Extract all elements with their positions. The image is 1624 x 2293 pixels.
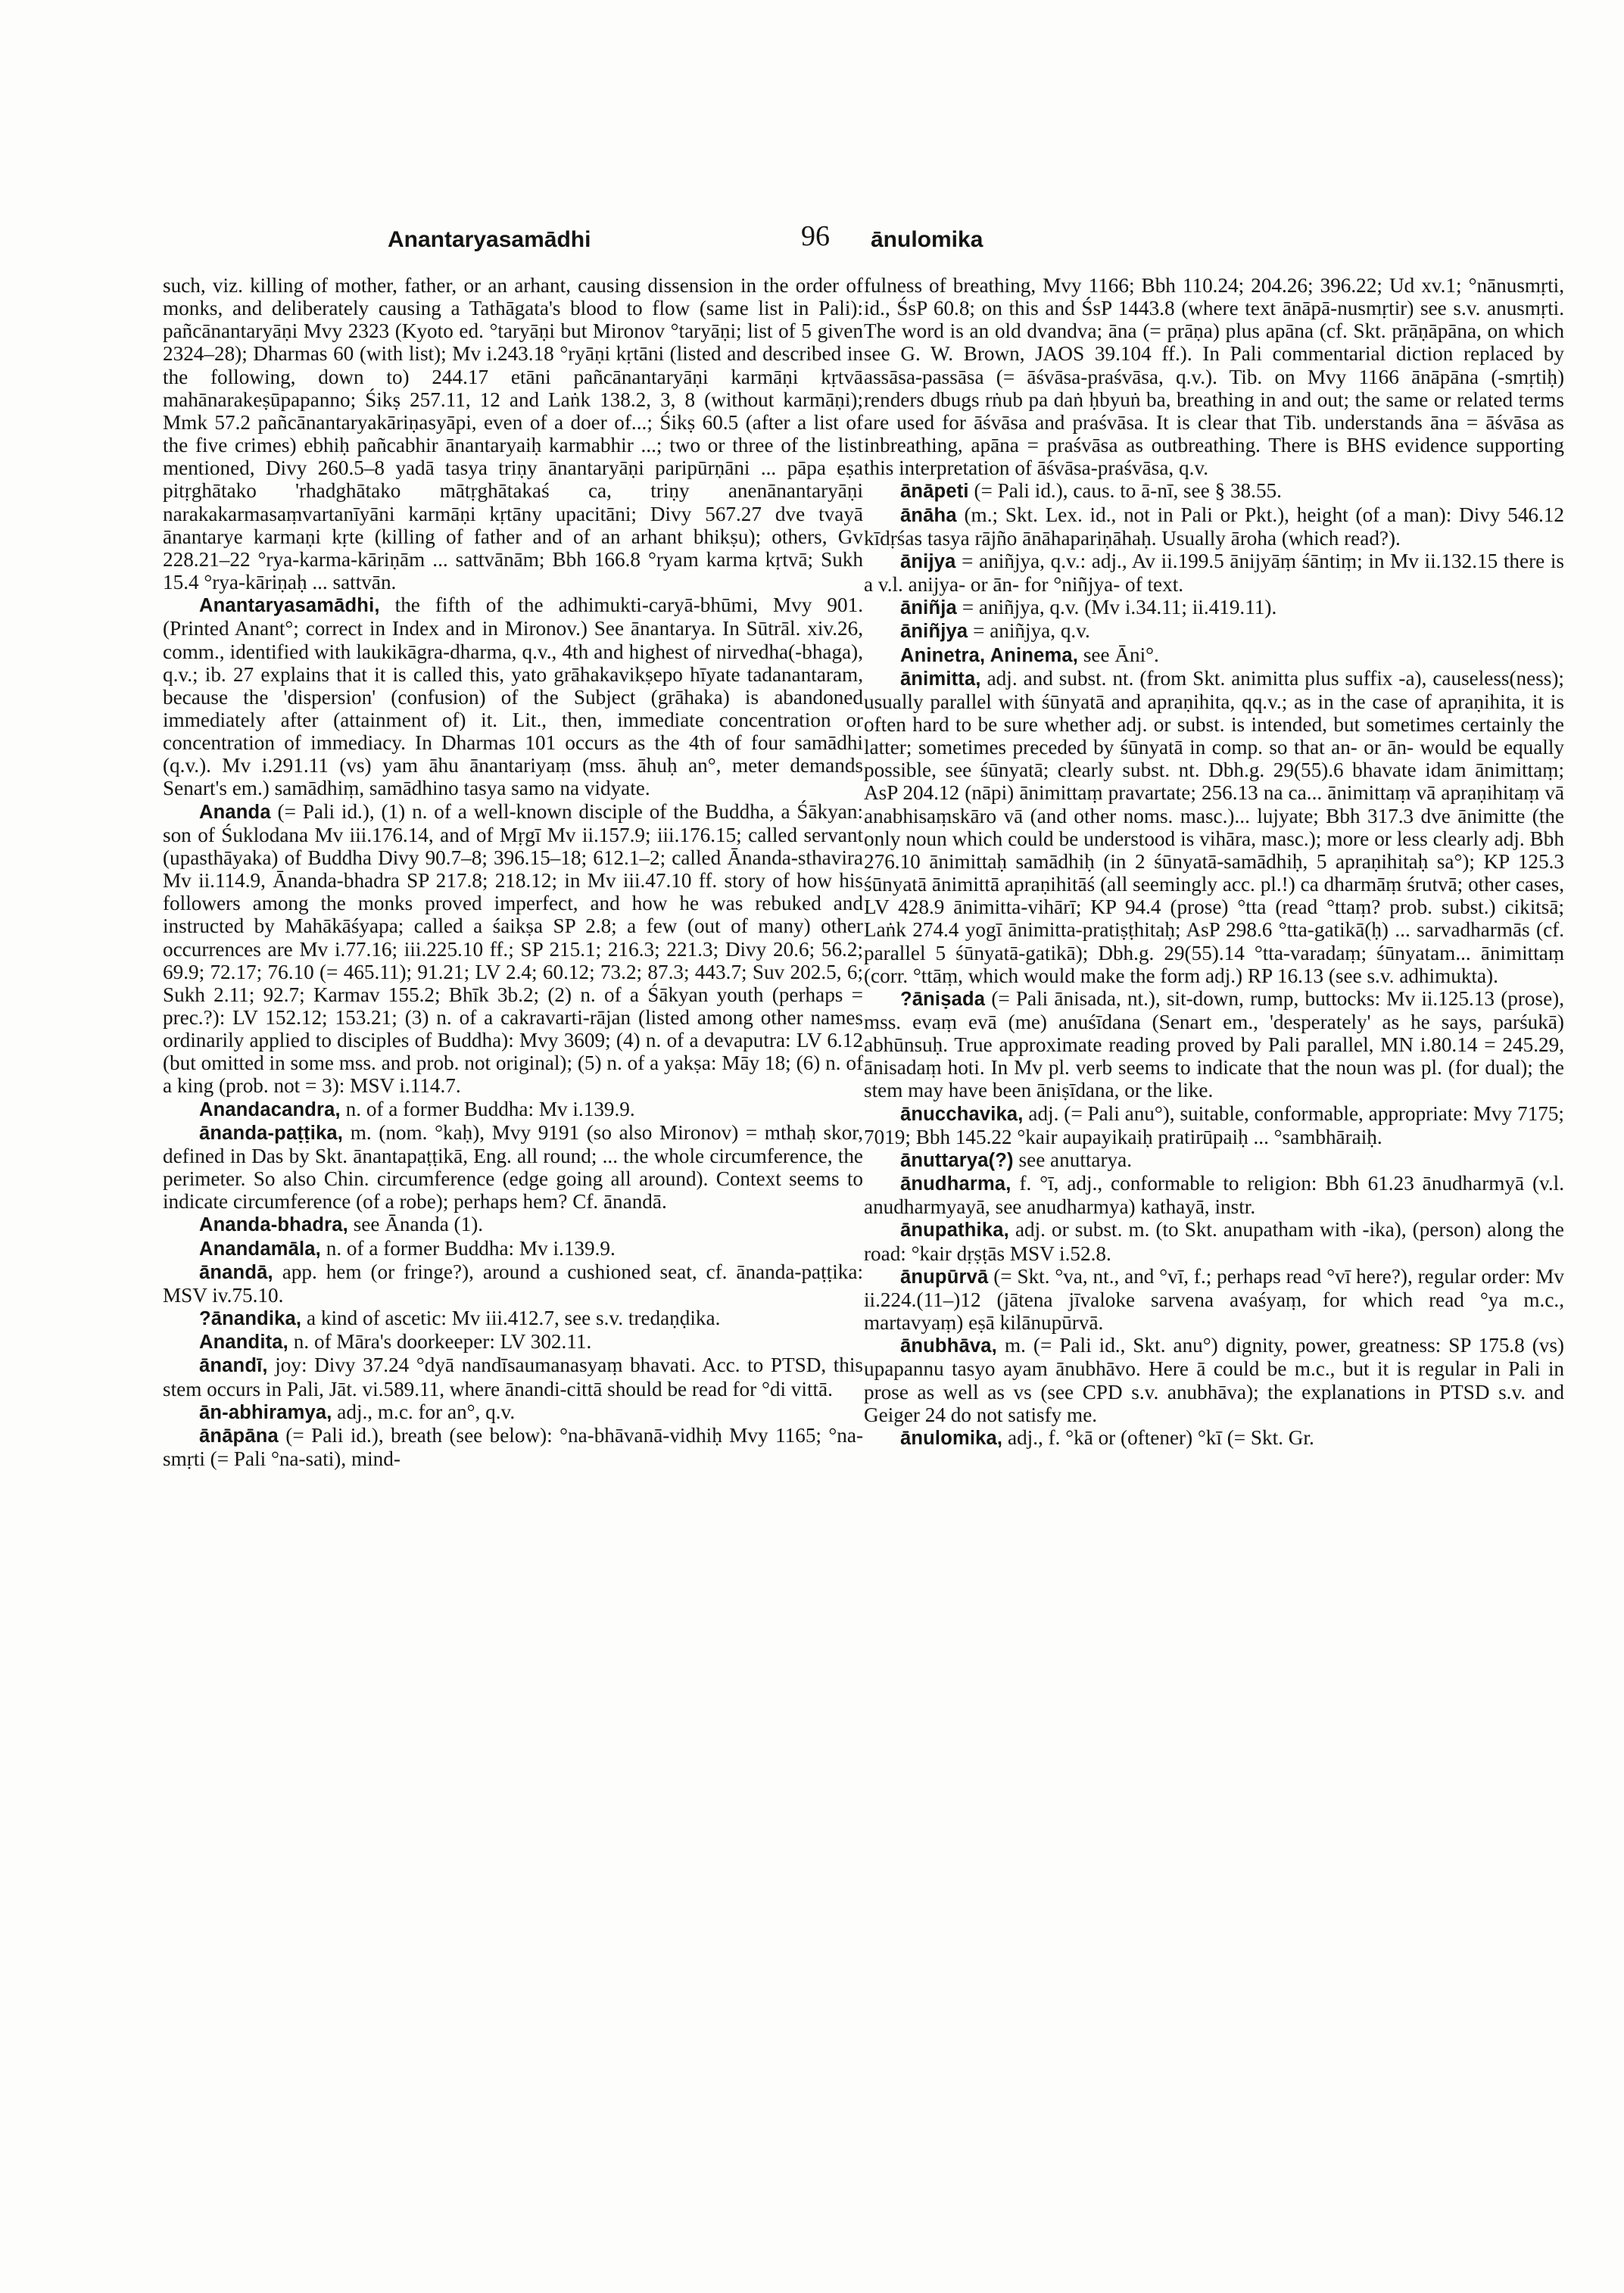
entry-text: see Āni°. <box>1078 643 1159 666</box>
entry-text: the fifth of the adhimukti-caryā-bhūmi, Mvy 901. (Printed Anant°; correct in Index and in Mironov.) See ānantarya. In Sūtrāl. xiv.26, comm., identified with laukikāgra-dharma, q.v., 4th and highest of nirvedha(-bhaga), q.v.; ib. 27 explains that it is called this, yato grāhakavikṣepo hīyate tadanantaram, because the 'dispersion' (confusion) of the Subject (grāhaka) is abandoned immediately after (attainment of) it. Lit., then, immediate concentration or concentration of immediacy. In Dharmas 101 occurs as the 4th of four samādhi (q.v.). Mv i.291.11 (vs) yam āhu ānantariyaṃ (mss. āhuḥ an°, meter demands Senart's em.) samādhiṃ, samādhino tasya samo na vidyate. <box>163 594 863 800</box>
dictionary-entry <box>864 1148 1564 1172</box>
entry-headword: ?ānandika, <box>199 1308 302 1330</box>
entry-headword: ?āniṣada <box>900 988 986 1010</box>
entry-text: = aniñjya, q.v. <box>968 619 1090 643</box>
right-column <box>864 274 1564 1450</box>
entry-text: n. of Māra's doorkeeper: LV 302.11. <box>288 1330 592 1354</box>
entry-text: = aniñjya, q.v. (Mv i.34.11; ii.419.11). <box>956 596 1277 619</box>
entry-text: joy: Divy 37.24 °dyā nandīsaumanasyaṃ bhavati. Acc. to PTSD, this stem occurs in Pali, Jāt. vi.589.11, where ānandi-cittā should be read for °di vittā. <box>163 1354 863 1400</box>
entry-headword: ānāha <box>900 504 957 526</box>
entry-text: m. (= Pali id., Skt. anu°) dignity, power, greatness: SP 175.8 (vs) upapannu tasyo ayam ānubhāvo. Here ā could be m.c., but it is regular in Pali in prose as well as vs (see CPD s.v. anubhāva); the explanations in PTSD s.v. and Geiger 24 do not satisfy me. <box>864 1334 1564 1426</box>
dictionary-entry <box>864 596 1564 619</box>
entry-text: such, viz. killing of mother, father, or an arhant, causing dissension in the order of monks, and deliberately causing a Tathāgata's blood to flow (same list in Pali): pañcānantaryāṇi Mvy 2323 (Kyoto ed. °taryāṇi but Mironov °taryāṇi; list of 5 given 2324–28); Dharmas 60 (with list); Mv i.243.18 °ryāṇi kṛtāni (listed and described in the following, down to) 244.17 etāni pañcānantaryāṇi karmāṇi kṛtvā mahānarakeṣūpapanno; Śikṣ 257.11, 12 and Laṅk 138.2, 3, 8 (without karmāṇi); Mmk 57.2 pañcānantaryakāriṇasyāpi, even of a doer of...; Śikṣ 60.5 (after a list of the five crimes) ebhiḥ pañcabhir ānantaryaiḥ karmabhir ...; two or three of the list mentioned, Divy 260.5–8 yadā tasya triṇy ānantaryāṇi paripūrṇāni ... pāpa eṣa pitṛghātako 'rhadghātako mātṛghātakaś ca, triṇy anenānantaryāṇi narakakarmasaṃvartanīyāni karmāṇi kṛtāny upacitāni; Divy 567.27 dve tvayā ānantarye karmaṇi kṛte (killing of father and of an arhant bhikṣu); others, Gv 228.21–22 °rya-karma-kāriṇām ... sattvānām; Bbh 166.8 °ryam karma kṛtvā; Sukh 15.4 °rya-kāriṇaḥ ... sattvān. <box>163 274 863 594</box>
entry-headword: Ananda-bhadra, <box>199 1214 348 1236</box>
entry-headword: ānubhāva, <box>900 1335 997 1357</box>
entry-text: adj. or subst. m. (to Skt. anupatham with -ika), (person) along the road: °kair dṛṣṭās MSV i.52.8. <box>864 1218 1564 1265</box>
dictionary-entry <box>864 1334 1564 1426</box>
dictionary-entry <box>864 619 1564 643</box>
entry-headword: Anandacandra, <box>199 1098 341 1120</box>
dictionary-entry <box>163 594 863 799</box>
page-number: 96 <box>801 220 830 252</box>
entry-text: adj., m.c. for an°, q.v. <box>332 1400 516 1423</box>
entry-text: a kind of ascetic: Mv iii.412.7, see s.v. tredaṇḍika. <box>301 1307 721 1330</box>
entry-text: see Ānanda (1). <box>348 1213 484 1236</box>
dictionary-entry <box>163 1213 863 1236</box>
dictionary-entry <box>864 1426 1564 1450</box>
entry-text: m. (nom. °kaḥ), Mvy 9191 (so also Mironov) = mthaḥ skor, defined in Das by Skt. ānantapaṭṭikā, Eng. all round; ... the whole circumference, the perimeter. So also Chin. circumference (edge going all around). Context seems to indicate circumference (of a robe); perhaps hem? Cf. ānandā. <box>163 1120 863 1213</box>
dictionary-entry <box>163 1307 863 1330</box>
entry-headword: āniñja <box>900 597 957 619</box>
entry-headword: āniñjya <box>900 621 968 643</box>
entry-headword: ānupathika, <box>900 1220 1009 1242</box>
dictionary-entry <box>864 643 1564 667</box>
entry-text: f. °ī, adj., conformable to religion: Bbh 61.23 ānudharmyā (v.l. anudharmyayā, see anudharmya) kathayā, instr. <box>864 1172 1564 1219</box>
entry-text: (m.; Skt. Lex. id., not in Pali or Pkt.), height (of a man): Divy 546.12 kīdṛśas tasya rājño ānāhapariṇāhaḥ. Usually āroha (which read?). <box>864 503 1564 550</box>
dictionary-entry <box>864 1265 1564 1334</box>
dictionary-entry <box>163 1400 863 1424</box>
entry-text: n. of a former Buddha: Mv i.139.9. <box>320 1236 616 1260</box>
entry-headword: ānandā, <box>199 1261 273 1283</box>
dictionary-entry <box>864 503 1564 550</box>
entry-text: adj. (= Pali anu°), suitable, conformable, appropriate: Mvy 7175; 7019; Bbh 145.22 °kair aupayikaiḥ pratirūpaiḥ ... °sambhāraiḥ. <box>864 1101 1564 1148</box>
entry-text: adj. and subst. nt. (from Skt. animitta plus suffix -a), causeless(ness); usually parallel with śūnyatā and apraṇihita, qq.v.; as in the case of apraṇihita, it is often hard to be sure whether adj. or subst. is intended, but sometimes certainly the latter; sometimes preceded by śūnyatā in comp. so that an- or ān- would be equally possible, see śūnyatā; clearly subst. nt. Dbh.g. 29(55).6 bhavate idam ānimittaṃ; AsP 204.12 (nāpi) ānimittaṃ pravartate; 256.13 na ca... ānimittaṃ vā apraṇihitaṃ vā anabhisaṃskāro vā (and other noms. masc.)... lujyate; Bbh 317.3 dve ānimitte (the only noun which could be understood is vihāra, masc.); more or less clearly adj. Bbh 276.10 ānimittaḥ samādhiḥ (in 2 śūnyatā-samādhiḥ, 5 apraṇihitaḥ sa°); KP 125.3 śūnyatā ānimittā apraṇihitāś (all seemingly acc. pl.!) ca dharmāṃ śrutvā; other cases, LV 428.9 ānimitta-vihārī; KP 94.4 (prose) °tta (read °ttaṃ? prob. subst.) cikitsā; Laṅk 274.4 yogī ānimitta-pratiṣṭhitaḥ; AsP 298.6 °tta-gatikā(ḥ) ... sarvadharmās (cf. parallel 5 śūnyatā-gatikā); Dbh.g. 29(55).14 °tta-varadaṃ; śūnyatam... ānimittaṃ (corr. °ttāṃ, which would make the form adj.) RP 16.13 (see s.v. adhimukta). <box>864 666 1564 987</box>
dictionary-entry <box>864 1172 1564 1218</box>
dictionary-entry <box>864 479 1564 503</box>
running-header-left: Anantaryasamādhi <box>388 227 591 252</box>
dictionary-entry <box>864 1102 1564 1148</box>
entry-text: app. hem (or fringe?), around a cushioned seat, cf. ānanda-paṭṭika: MSV iv.75.10. <box>163 1260 863 1307</box>
entry-headword: Ananda <box>199 801 271 823</box>
entry-headword: ānāpeti <box>900 481 969 503</box>
dictionary-entry <box>163 800 863 1098</box>
entry-headword: ānulomika, <box>900 1427 1003 1449</box>
entry-text: see anuttarya. <box>1013 1148 1132 1171</box>
dictionary-entry <box>864 1218 1564 1264</box>
entry-headword: ānudharma, <box>900 1173 1011 1195</box>
dictionary-entry <box>163 1121 863 1213</box>
dictionary-entry <box>163 1424 863 1470</box>
entry-headword: Anandamāla, <box>199 1238 321 1260</box>
entry-text: (= Pali id.), breath (see below): °na-bhāvanā-vidhiḥ Mvy 1165; °na-smṛti (= Pali °na-sati), mind- <box>163 1423 863 1470</box>
left-column <box>163 274 863 1470</box>
entry-headword: ānucchavika, <box>900 1103 1024 1125</box>
dictionary-entry <box>163 1330 863 1354</box>
dictionary-entry <box>864 550 1564 596</box>
entry-text: (= Pali id.), (1) n. of a well-known disciple of the Buddha, a Śākyan: son of Śuklodana Mv iii.176.14, and of Mṛgī Mv ii.157.9; iii.176.15; called servant (upasthāyaka) of Buddha Divy 90.7–8; 396.15–18; 612.1–2; called Ānanda-sthavira Mv ii.114.9, Ānanda-bhadra SP 217.8; 218.12; in Mv iii.47.10 ff. story of how his followers among the monks proved imperfect, and how he was rebuked and instructed by Mahākāśyapa; called a śaikṣa SP 2.8; a few (out of many) other occurrences are Mv i.77.16; iii.225.10 ff.; SP 215.1; 216.3; 221.3; Divy 20.6; 56.2; 69.9; 72.17; 76.10 (= 465.11); 91.21; LV 2.4; 60.12; 73.2; 87.3; 443.7; Suv 202.5, 6; Sukh 2.11; 92.7; Karmav 155.2; Bhīk 3b.2; (2) n. of a Śākyan youth (perhaps = prec.?): LV 152.12; 153.21; (3) n. of a cakravarti-rājan (listed among other names ordinarily applied to disciples of Buddha): Mvy 3609; (4) n. of a devaputra: LV 6.12 (but omitted in some mss. and prob. not original); (5) n. of a yakṣa: Māy 18; (6) n. of a king (prob. not = 3): MSV i.114.7. <box>163 799 863 1098</box>
entry-headword: ānimitta, <box>900 668 981 690</box>
entry-headword: ānandī, <box>199 1355 268 1377</box>
entry-text: fulness of breathing, Mvy 1166; Bbh 110.24; 204.26; 396.22; Ud xv.1; °nānusmṛti, id., ŚsP 60.8; on this and ŚsP 1443.8 (where text ānāpā-nusmṛtir) see s.v. anusmṛti. The word is an old dvandva; āna (= prāṇa) plus apāna (cf. Skt. prāṇāpāna, on which see G. W. Brown, JAOS 39.104 ff.). In Pali commentarial diction replaced by assāsa-passāsa (= āśvāsa-praśvāsa, q.v.). Tib. on Mvy 1166 ānāpāna (-smṛtiḥ) renders dbugs rṅub pa daṅ ḥbyuṅ ba, breathing in and out; the same or related terms are used for āśvāsa and praśvāsa. It is clear that Tib. understands āna = āśvāsa as inbreathing, apāna = praśvāsa as outbreathing. There is BHS evidence supporting this interpretation of āśvāsa-praśvāsa, q.v. <box>864 274 1564 480</box>
entry-text: (= Skt. °va, nt., and °vī, f.; perhaps read °vī here?), regular order: Mv ii.224.(11–)12 (jātena jīvaloke sarvena avaśyaṃ, for which read °ya m.c., martavyaṃ) eṣā kilānupūrvā. <box>864 1264 1564 1335</box>
entry-text: n. of a former Buddha: Mv i.139.9. <box>340 1097 635 1120</box>
entry-text: (= Pali ānisada, nt.), sit-down, rump, buttocks: Mv ii.125.13 (prose), mss. evaṃ evā (me) anuśīdana (Senart em., 'desperately' as he says, parśukā) abhūnsuḥ. True approximate reading proved by Pali parallel, MN i.80.14 = 245.29, ānisadaṃ hoti. In Mv pl. verb seems to indicate that the noun was pl. (for dual); the stem may have been āniṣīdana, or the like. <box>864 986 1564 1102</box>
entry-headword: Anantaryasamādhi, <box>199 595 380 617</box>
dictionary-entry <box>163 1237 863 1260</box>
entry-text: = aniñjya, q.v.: adj., Av ii.199.5 ānijyāṃ śāntiṃ; in Mv ii.132.15 there is a v.l. anijya- or ān- for °niñjya- of text. <box>864 549 1564 597</box>
entry-headword: Aninetra, Aninema, <box>900 644 1079 666</box>
entry-headword: ānupūrvā <box>900 1266 989 1288</box>
dictionary-entry <box>163 1354 863 1400</box>
running-header-right: ānulomika <box>871 227 983 252</box>
dictionary-entry <box>864 274 1564 479</box>
entry-headword: ānāpāna <box>199 1425 279 1447</box>
dictionary-entry <box>864 667 1564 987</box>
dictionary-entry <box>163 1260 863 1307</box>
dictionary-entry <box>163 1098 863 1121</box>
entry-text: (= Pali id.), caus. to ā-nī, see § 38.55. <box>968 479 1282 503</box>
entry-headword: ānijya <box>900 550 956 572</box>
dictionary-entry <box>864 987 1564 1102</box>
entry-headword: ānanda-paṭṭika, <box>199 1122 344 1144</box>
entry-headword: ān-abhiramya, <box>199 1401 332 1423</box>
entry-headword: Anandita, <box>199 1332 288 1354</box>
dictionary-entry <box>163 274 863 594</box>
entry-headword: ānuttarya(?) <box>900 1149 1014 1171</box>
entry-text: adj., f. °kā or (oftener) °kī (= Skt. Gr. <box>1002 1425 1314 1449</box>
